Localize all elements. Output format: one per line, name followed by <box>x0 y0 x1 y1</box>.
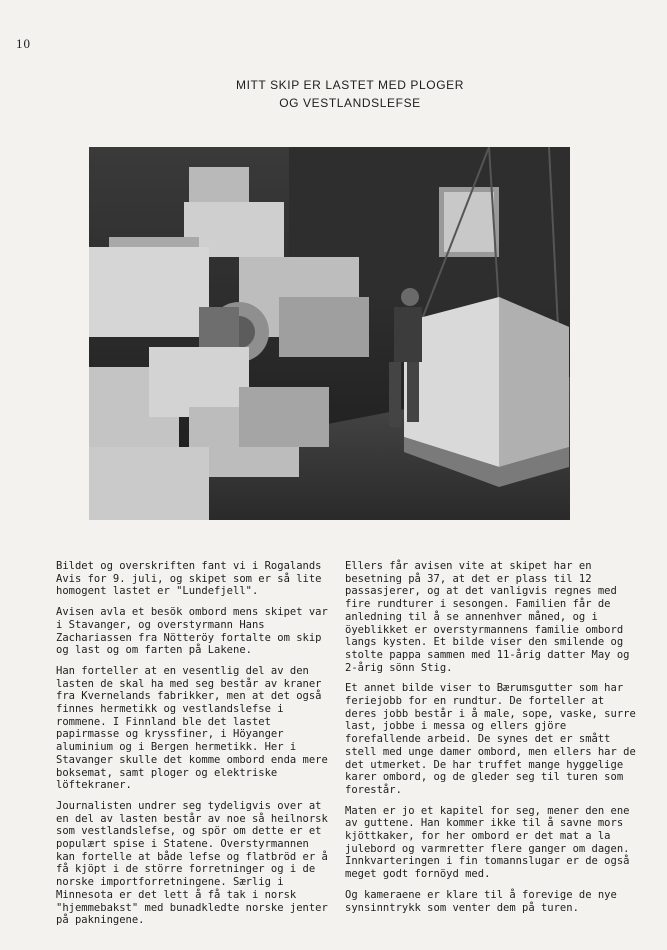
article-headline <box>150 76 550 112</box>
paragraph: Han forteller at en vesentlig del av den lasten de skal ha med seg består av kraner fra Kvernelands fabrikker, men at det også finnes hermetikk og vestlandslefse i rommene. I Finnland ble det lastet papirmasse og kryssfiner, i Höyanger aluminium og i Bergen hermetikk. Her i Stavanger skulle det komme ombord enda mere boksemat, samt ploger og elektriske löftekraner. <box>56 664 328 792</box>
cargo-photo-drawing <box>89 147 570 520</box>
paragraph: Ellers får avisen vite at skipet har en besetning på 37, at det er plass til 12 passasjerer, og at det vanligvis regnes med fire rundturer i sesongen. Familien får de anledning til å se annenhver måned, og i öyeblikket er overstyrmannens familie ombord langs kysten. Et bilde viser den smilende og stolte pappa sammen med 11-årig datter May og 2-årig sönn Stig. <box>345 560 630 674</box>
paragraph: Bildet og overskriften fant vi i Rogalands Avis for 9. juli, og skipet som er så lite homogent lastet er "Lundefjell". <box>56 560 322 598</box>
paragraph: Avisen avla et besök ombord mens skipet var i Stavanger, og overstyrmann Hans Zachariassen fra Nötteröy fortalte om skip og last og om farten på Lakene. <box>56 606 328 657</box>
article-column-left <box>56 560 332 935</box>
headline-line-2: OG VESTLANDSLEFSE <box>279 96 421 110</box>
article-column-right <box>345 560 637 922</box>
headline-line-1: MITT SKIP ER LASTET MED PLOGER <box>235 78 465 92</box>
cargo-photo <box>89 147 570 520</box>
page-number: 10 <box>16 36 31 51</box>
paragraph: Journalisten undrer seg tydeligvis over at en del av lasten består av noe så heilnorsk som vestlandslefse, og spör om dette er et populært spise i Statene. Overstyrmannen kan fortelle at både lefse og flatbröd er å få kjöpt i de större forretninger og i de norske importforretningene. Særlig i Minnesota er det lett å få tak i norsk "hjemmebakst" med bunadkledte norske jenter på pakningene. <box>56 799 328 927</box>
paragraph: Maten er jo et kapitel for seg, mener den ene av guttene. Han kommer ikke til å savne mors kjöttkaker, for her ombord er det mat a la julebord og varmretter flere ganger om dagen. Innkvarteringen i fin tomannslugar er de også meget godt fornöyd med. <box>345 804 630 881</box>
paragraph: Og kameraene er klare til å forevige de nye synsinntrykk som venter dem på turen. <box>345 888 617 914</box>
paragraph: Et annet bilde viser to Bærumsgutter som har feriejobb for en rundtur. De forteller at deres jobb består i å male, sope, vaske, surre last, jobbe i messa og ellers gjöre forefallende arbeid. De synes det er smått stell med unge damer ombord, men ellers har de det utmerket. De har truffet mange hyggelige karer ombord, og de gleder seg til turen som forestår. <box>345 682 636 796</box>
